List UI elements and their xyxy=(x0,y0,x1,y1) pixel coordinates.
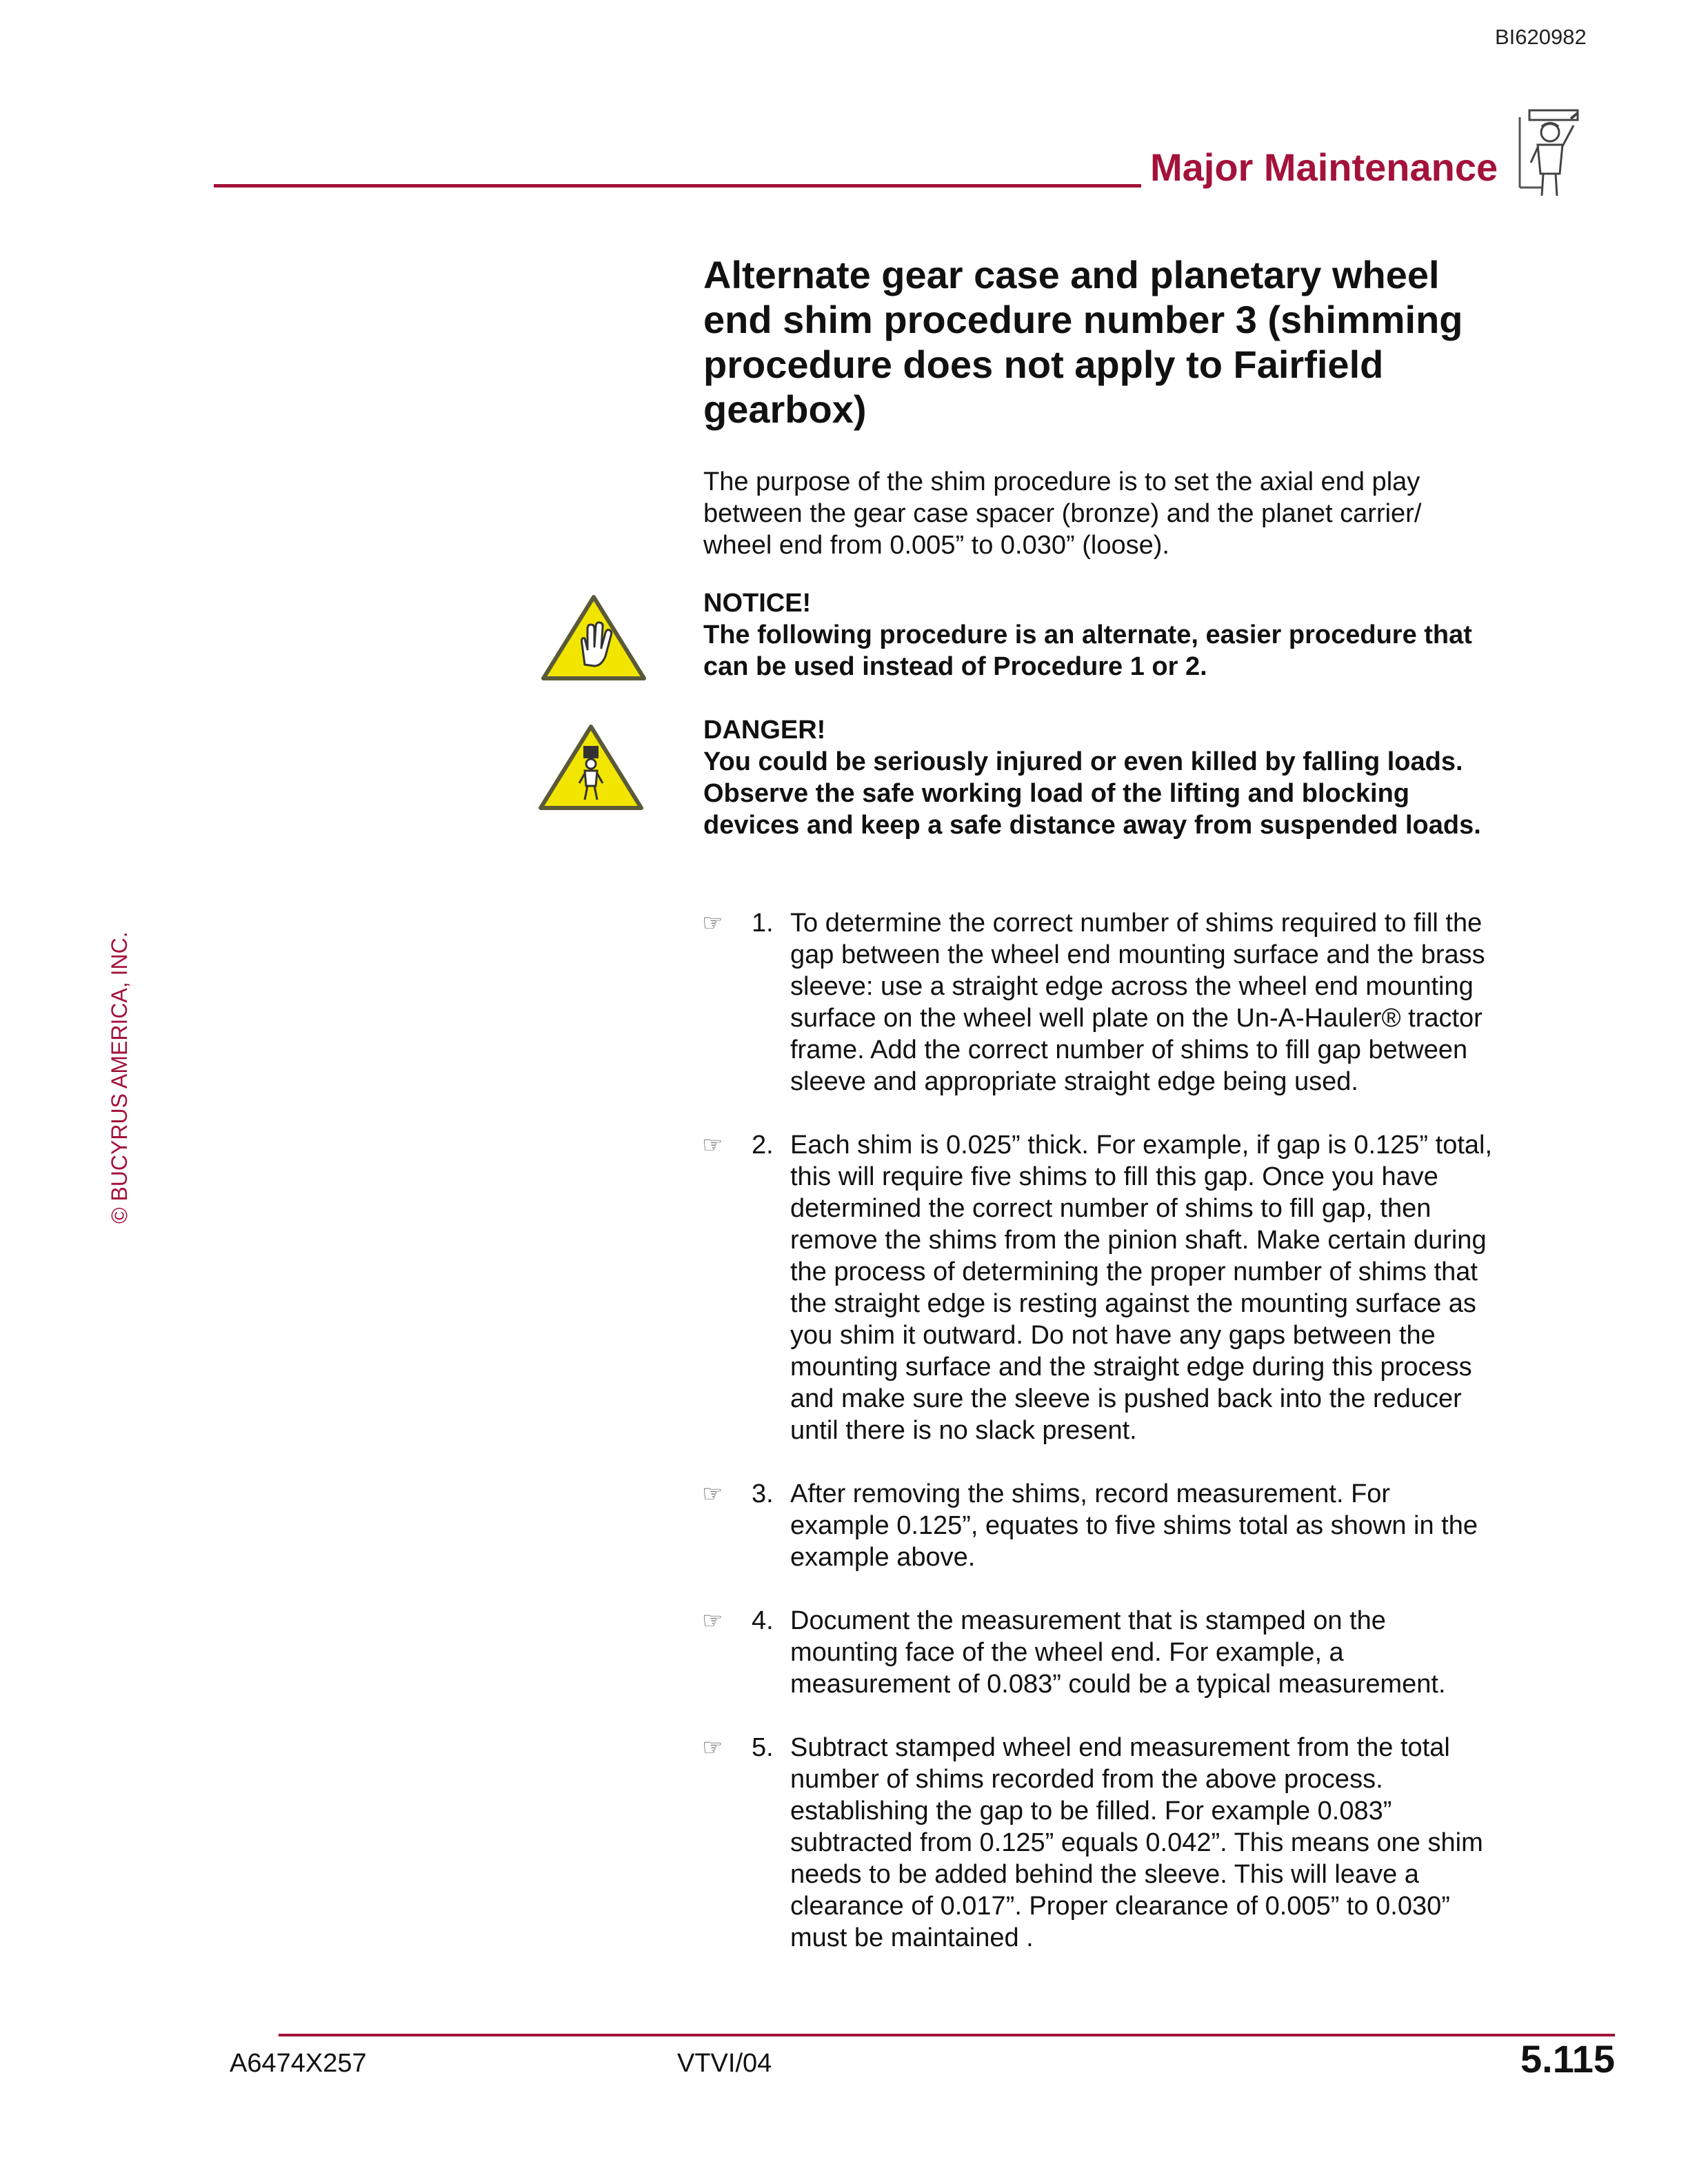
step-text: To determine the correct number of shims required to fill the gap between the wheel end mounting surface and the brass sleeve: use a straight edge across the wheel end mounting surface on the wheel well plate on the Un-A-Hauler® tractor frame. Add the correct number of shims to fill gap between sleeve and appropriate straight edge being used. xyxy=(790,909,1485,1096)
step-item xyxy=(702,1605,1495,1700)
pointing-hand-icon: ☞ xyxy=(702,1481,723,1507)
page-number: 5.115 xyxy=(1520,2037,1616,2081)
doc-id: BI620982 xyxy=(1495,25,1587,49)
step-text: Each shim is 0.025” thick. For example, if gap is 0.125” total, this will require five shims to fill this gap. Once you have determined the correct number of shims to fill gap, then remove the shims from the pinion shaft. Make certain during the process of determining the proper number of shims that the straight edge is resting against the mounting surface as you shim it outward. Do not have any gaps between the mounting surface and the straight edge during this process and make sure the sleeve is pushed back into the reducer until there is no slack present. xyxy=(790,1131,1493,1445)
step-number: 3. xyxy=(752,1479,774,1508)
step-number: 1. xyxy=(752,909,774,938)
danger-block xyxy=(703,714,1483,841)
procedure-steps xyxy=(702,907,1495,1985)
procedure-title: Alternate gear case and planetary wheel end shim procedure number 3 (shimming procedure does not apply to Fairfield gearbox) xyxy=(703,253,1463,431)
copyright-vertical: © BUCYRUS AMERICA, INC. xyxy=(107,931,132,1224)
pointing-hand-icon: ☞ xyxy=(702,1132,723,1158)
header-rule xyxy=(214,184,1141,188)
danger-title: DANGER! xyxy=(703,716,826,745)
step-number: 4. xyxy=(752,1606,774,1635)
step-item xyxy=(702,907,1495,1098)
step-number: 5. xyxy=(752,1733,774,1762)
notice-block xyxy=(703,587,1483,682)
notice-title: NOTICE! xyxy=(703,589,812,618)
step-number: 2. xyxy=(752,1131,774,1160)
footer-rule xyxy=(279,2034,1615,2036)
footer-revision: VTVI/04 xyxy=(677,2049,772,2078)
step-item xyxy=(702,1478,1495,1573)
section-title: Major Maintenance xyxy=(1150,145,1498,189)
notice-body: The following procedure is an alternate, easier procedure that can be used instead of Procedure 1 or 2. xyxy=(703,620,1472,681)
pointing-hand-icon: ☞ xyxy=(702,1735,723,1761)
danger-body: You could be seriously injured or even killed by falling loads. Observe the safe working load of the lifting and blocking devices and keep a safe distance away from suspended loads. xyxy=(703,747,1481,840)
pointing-hand-icon: ☞ xyxy=(702,910,723,936)
intro-paragraph: The purpose of the shim procedure is to set the axial end play between the gear case spacer (bronze) and the planet carrier/ wheel end from 0.005” to 0.030” (loose). xyxy=(703,467,1422,560)
step-text: Subtract stamped wheel end measurement from the total number of shims recorded from the above process. establishing the gap to be filled. For example 0.083” subtracted from 0.125” equals 0.042”. This means one shim needs to be added behind the sleeve. This will leave a clearance of 0.017”. Proper clearance of 0.005” to 0.030” must be maintained . xyxy=(790,1733,1483,1952)
hand-warning-icon xyxy=(539,593,648,684)
step-item xyxy=(702,1732,1495,1954)
step-item xyxy=(702,1129,1495,1446)
falling-load-warning-icon xyxy=(536,722,645,813)
mechanic-icon xyxy=(1514,105,1586,200)
step-text: Document the measurement that is stamped on the mounting face of the wheel end. For example, a measurement of 0.083” could be a typical measurement. xyxy=(790,1606,1446,1699)
step-text: After removing the shims, record measurement. For example 0.125”, equates to five shims total as shown in the example above. xyxy=(790,1479,1478,1572)
footer-part-number: A6474X257 xyxy=(230,2049,367,2078)
pointing-hand-icon: ☞ xyxy=(702,1608,723,1634)
